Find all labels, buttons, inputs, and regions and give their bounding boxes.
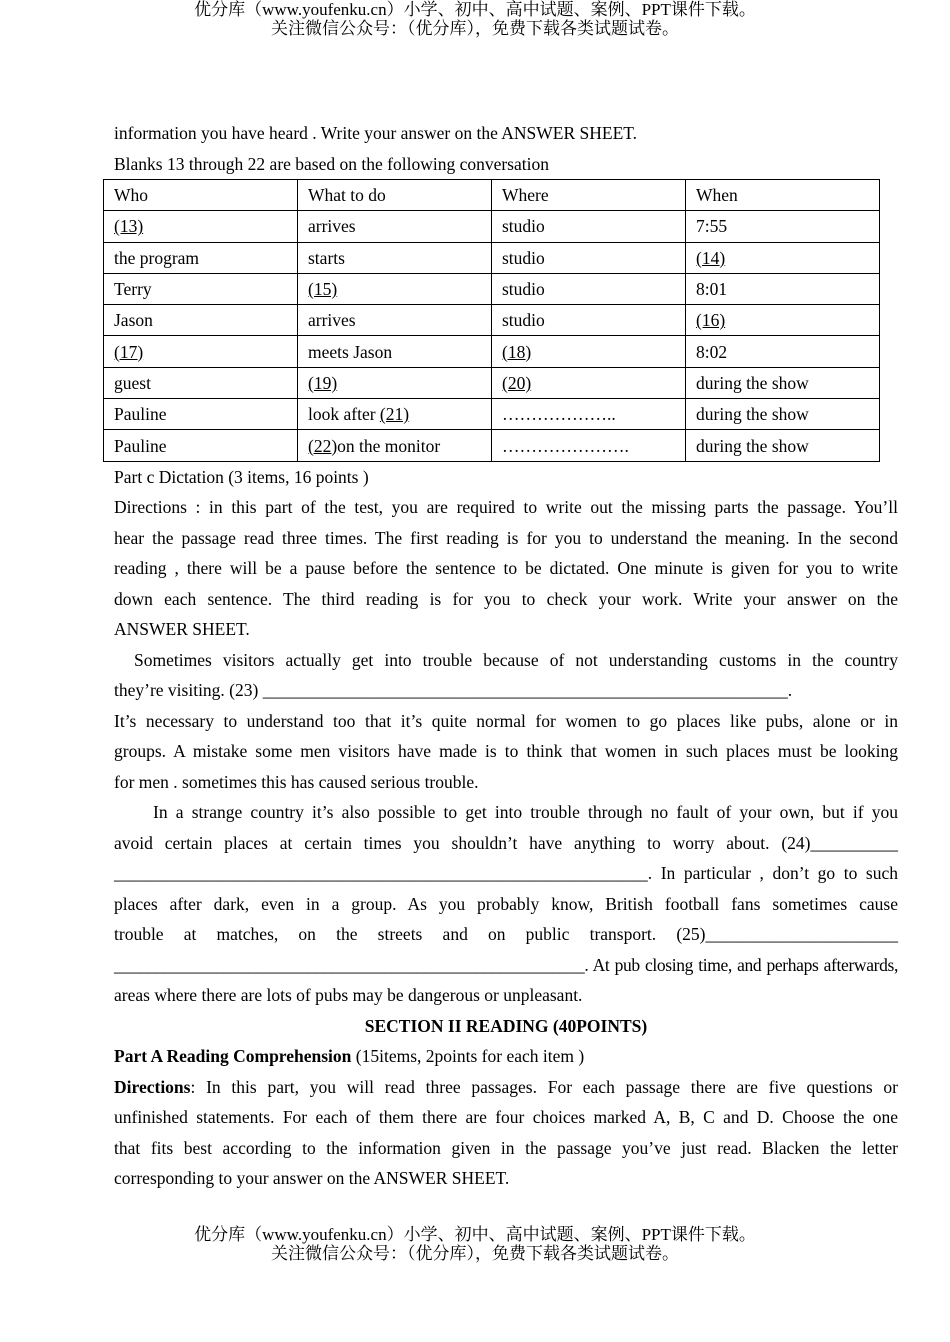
section-2-title: SECTION II READING (40POINTS) [364,1015,648,1036]
blank-22: (22) [308,435,338,456]
blank-20: (20) [492,367,686,398]
table-cell: Pauline [104,430,298,461]
table-row [104,367,880,398]
table-cell: Terry [104,273,298,304]
part-a-rest: (15items, 2points for each item ) [351,1046,585,1067]
table-row [104,399,880,430]
header-line-2: 关注微信公众号：（优分库），免费下载各类试题试卷。 [271,19,679,38]
blank-15: (15) [298,273,492,304]
passage-p3-line-1: In a strange country it’s also possible to get into trouble through no fault of your own, but if you [153,802,898,823]
header-who: Who [104,180,298,211]
table-cell: …………………. [492,430,686,461]
intro-line-1: information you have heard . Write your answer on the ANSWER SHEET. [114,123,638,143]
table-header-row [104,180,880,211]
table-row [104,430,880,461]
table-row [104,305,880,336]
header-line-1: 优分库（www.youfenku.cn）小学、初中、高中试题、案例、PPT课件下载。 [194,0,756,19]
conversation-table [103,179,880,462]
footer-line-1: 优分库（www.youfenku.cn）小学、初中、高中试题、案例、PPT课件下载。 [194,1225,756,1244]
passage-p2-line-1: It’s necessary to understand too that it’s quite normal for women to go places like pubs, alone or in [114,710,898,731]
partc-directions-3: reading , there will be a pause before the sentence to be dictated. One minute is given for you to write [114,558,898,579]
passage-p2-line-3: for men . sometimes this has caused serious trouble. [114,771,479,792]
table-cell: studio [492,273,686,304]
section-2-directions-2: unfinished statements. For each of them there are four choices marked A, B, C and D. Choose the one [114,1107,898,1128]
header-what: What to do [298,180,492,211]
table-cell: arrives [298,305,492,336]
directions-text: : In this part, you will read three passages. For each passage there are five questions or [190,1076,898,1097]
blank-18: (18) [492,336,686,367]
header-where: Where [492,180,686,211]
table-cell: during the show [686,367,880,398]
section-2-directions-1 [114,1072,898,1103]
table-cell: studio [492,305,686,336]
table-cell: ……………….. [492,399,686,430]
part-a-title [114,1041,898,1072]
page-header [0,0,950,38]
footer-line-2: 关注微信公众号：（优分库），免费下载各类试题试卷。 [271,1244,679,1263]
blank-14: (14) [686,242,880,273]
passage-p3-line-6: ________________________________________________________. At pub closing time, and perhaps afterwards, [114,954,898,975]
part-a-bold: Part A Reading Comprehension [114,1046,352,1067]
blank-17: (17) [104,336,298,367]
passage-p1-line-1: Sometimes visitors actually get into trouble because of not understanding customs in the country [134,649,898,670]
intro-line-2: Blanks 13 through 22 are based on the following conversation [114,153,549,174]
header-when: When [686,180,880,211]
table-cell: during the show [686,430,880,461]
blank-21: (21) [379,404,410,425]
table-cell: studio [492,211,686,242]
table-row [104,242,880,273]
table-cell: the program [104,242,298,273]
table-cell: 7:55 [686,211,880,242]
table-cell: starts [298,242,492,273]
blank-19: (19) [298,367,492,398]
blank-16: (16) [686,305,880,336]
table-cell: during the show [686,399,880,430]
table-cell [298,430,492,461]
page-footer [0,1225,950,1263]
table-cell: Pauline [104,399,298,430]
directions-label: Directions [114,1076,191,1097]
table-row [104,336,880,367]
table-row [104,211,880,242]
passage-p3-line-4: places after dark, even in a group. As you probably know, British football fans sometimes cause [114,893,898,914]
table-cell: guest [104,367,298,398]
partc-directions-2: hear the passage read three times. The first reading is for you to understand the meaning. In the second [114,527,898,548]
partc-directions-1: Directions : in this part of the test, you are required to write out the missing parts the passage. You’ll [114,497,898,518]
table-cell [298,399,492,430]
table-cell: 8:02 [686,336,880,367]
cell-text: on the monitor [337,435,441,456]
table-cell: arrives [298,211,492,242]
table-row [104,273,880,304]
table-cell: meets Jason [298,336,492,367]
table-cell: studio [492,242,686,273]
partc-title: Part c Dictation (3 items, 16 points ) [114,466,369,487]
table-cell: Jason [104,305,298,336]
section-2-directions-4: corresponding to your answer on the ANSWER SHEET. [114,1168,510,1189]
passage-p3-line-3: _____________________________________________________________. In particular , don’t go to such [114,863,898,884]
section-2-directions-3: that fits best according to the information given in the passage you’ve just read. Blacken the letter [114,1137,898,1158]
passage-p2-line-2: groups. A mistake some men visitors have made is to think that women in such places must be looking [114,741,898,762]
passage-p1-line-2: they’re visiting. (23) ____________________________________________________________. [114,680,793,701]
document-body [114,118,898,1194]
passage-p3-line-2: avoid certain places at certain times you shouldn’t have anything to worry about. (24)__________ [114,832,898,853]
blank-13: (13) [104,211,298,242]
passage-p3-line-5: trouble at matches, on the streets and on public transport. (25)______________________ [114,924,898,945]
table-cell: 8:01 [686,273,880,304]
cell-text: look after [308,404,380,425]
partc-directions-5: ANSWER SHEET. [114,619,250,640]
passage-p3-line-7: areas where there are lots of pubs may be dangerous or unpleasant. [114,985,583,1006]
partc-directions-4: down each sentence. The third reading is for you to check your work. Write your answer on the [114,588,898,609]
